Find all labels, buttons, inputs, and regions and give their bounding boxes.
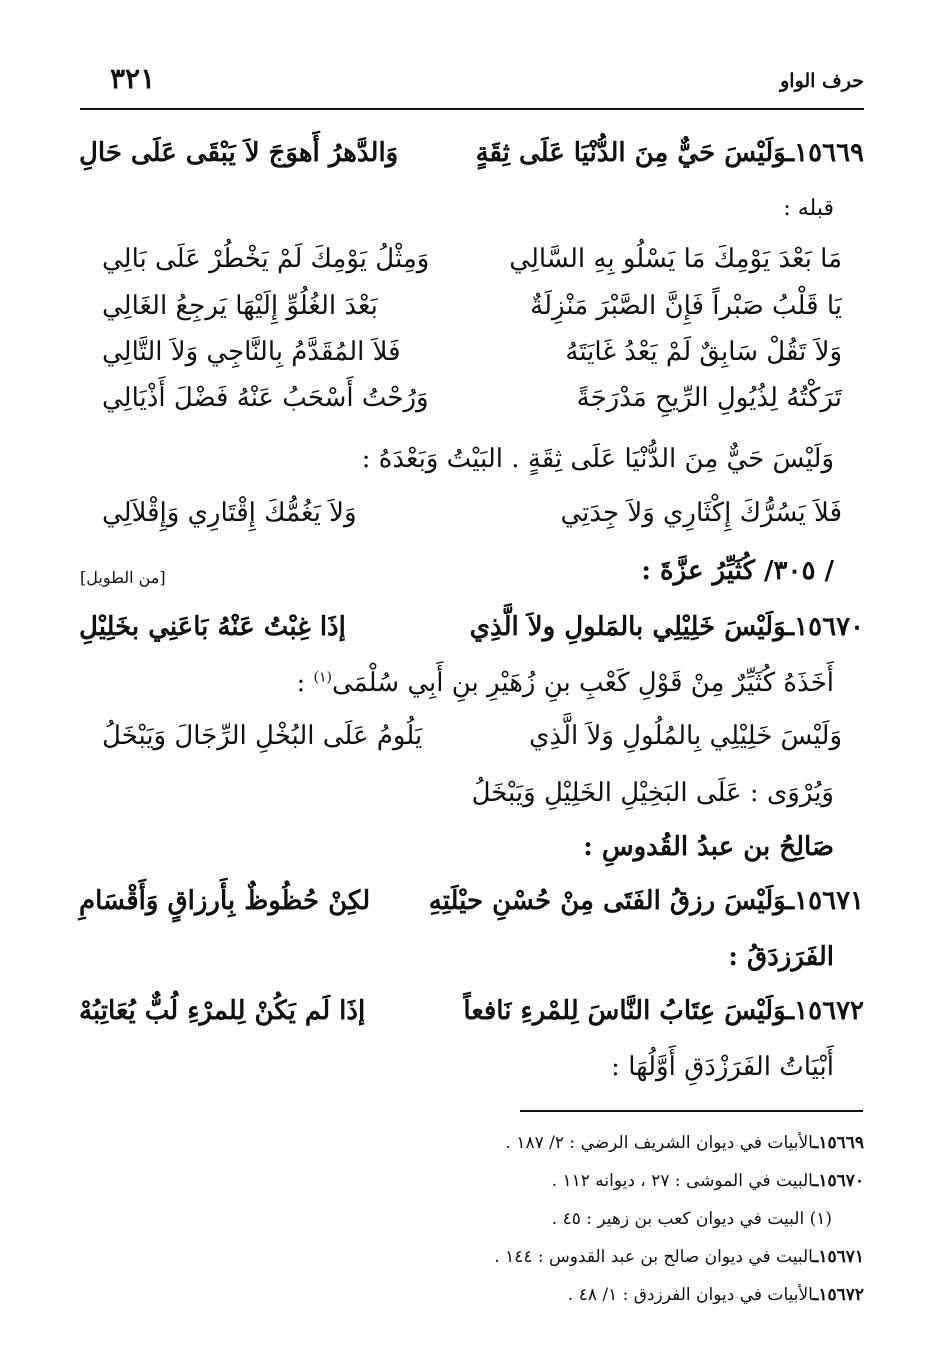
farazdaq-intro: أَبْيَاتُ الفَرَزْدَقِ أَوَّلُهَا : bbox=[611, 1052, 834, 1082]
page-header bbox=[80, 58, 864, 110]
preceding-verse-4: تَرَكْتُهُ لِذُيُولِ الرِّيحِ مَدْرَجَةً وَرُحْتُ أَسْحَبُ عَنْهُ فَضْلَ أَذْيَالِي bbox=[102, 383, 842, 413]
verse-15669 bbox=[79, 138, 864, 178]
footnote-ref: (١) bbox=[313, 669, 332, 686]
preceding-verse-3: وَلاَ تَقُلْ سَابِقٌ لَمْ يَعْدُ غَايَتَهُ فَلاَ المُقَدَّمُ بِالنَّاجِي وَلاَ التَّالِي bbox=[102, 337, 842, 367]
qablahu-label: قبله : bbox=[783, 196, 834, 221]
meter-label: [من الطويل] bbox=[80, 568, 166, 587]
footnote-15670: ١٥٦٧٠ـالبيت في الموشى : ٢٧ ، ديوانه ١١٢ . bbox=[551, 1171, 864, 1191]
verse-15670 bbox=[79, 612, 864, 652]
footnote-15669: ١٥٦٦٩ـالأبيات في ديوان الشريف الرضي : ٢/ ١٨٧ . bbox=[505, 1133, 864, 1153]
poet-heading-kuthayyir: / ٣٠٥/ كُثَيِّرُ عزَّةَ : bbox=[641, 556, 834, 586]
variant-reading: وَيُرْوَى : عَلَى البَخِيْلِ الخَلِيْلِ وَيَبْخَلُ bbox=[471, 778, 834, 808]
entry-number: ١٥٦٧١ـ bbox=[786, 886, 864, 916]
page-number: ٣٢١ bbox=[110, 62, 156, 95]
verse-first-hemistich: ١٥٦٦٩ـوَلَيْسَ حَيٌّ مِنَ الدُّنْيَا عَلَى ثِقَةٍ bbox=[475, 138, 864, 168]
preceding-verse-2: يَا قَلْبُ صَبْراً فَإِنَّ الصَّبْرَ مَنْزِلَةٌ بَعْدَ الغُلُوِّ إِلَيْهَا يَرجِعُ الغَالِي bbox=[102, 291, 842, 321]
attribution-line: أَخَذَهُ كُثَيِّرٌ مِنْ قَوْلِ كَعْبِ بنِ زُهَيْرِ بنِ أَبِي سُلْمَى$^{(١)}$ : bbox=[296, 668, 834, 698]
verse-second-hemistich: وَالدَّهرُ أَهوَجَ لاَ يَبْقَى عَلَى حَالِ bbox=[79, 138, 399, 168]
footnote-15671: ١٥٦٧١ـالبيت في ديوان صالح بن عبد القدوس : ١٤٤ . bbox=[494, 1247, 864, 1267]
verse-second-hemistich: إذَا لَم يَكُنْ لِلمرْءِ لُبٌّ يُعَاتِبُهْ bbox=[79, 996, 366, 1026]
verse-second-hemistich: إذَا غِبْتُ عَنْهُ بَاعَنِي بخَلِيْلِ bbox=[79, 612, 346, 642]
preceding-verse-1: مَا بَعْدَ يَوْمِكَ مَا يَسْلُو بِهِ السَّالِي وَمِثْلُ يَوْمِكَ لَمْ يَخْطُرْ عَلَى بَالِي bbox=[102, 244, 842, 274]
footnote-divider bbox=[520, 1110, 863, 1112]
footnote-1: (١) البيت في ديوان كعب بن زهير : ٤٥ . bbox=[551, 1209, 832, 1229]
following-verse: فَلاَ يَسُرُّكَ إِكْثَارِي وَلاَ جِدَتِي وَلاَ يَغُمُّكَ إِقْتَارِي وَإِقْلاَلِي bbox=[102, 498, 842, 528]
poet-heading-farazdaq: الفَرَزدَقُ : bbox=[728, 942, 834, 972]
chapter-title: حرف الواو bbox=[780, 70, 864, 92]
entry-number: ١٥٦٧٢ـ bbox=[786, 996, 864, 1026]
after-line: وَلَيْسَ حَيٌّ مِنَ الدُّنْيَا عَلَى ثِقَةٍ . البَيْتُ وَبَعْدَهُ : bbox=[361, 444, 834, 474]
header-divider bbox=[80, 108, 864, 110]
verse-15672 bbox=[79, 996, 864, 1036]
verse-15671 bbox=[79, 886, 864, 926]
verse-first-hemistich: ١٥٦٧٠ـوَلَيْسَ خَلِيْلِي بالمَلولِ ولاَ الَّذِي bbox=[469, 612, 864, 642]
kab-verse: وَلَيْسَ خَلِيْلِي بِالمُلُولِ وَلاَ الَّذِي يَلُومُ عَلَى البُخْلِ الرِّجَالَ وَيَبْخَلُ bbox=[102, 721, 842, 751]
verse-first-hemistich: ١٥٦٧٢ـوَلَيْسَ عِتَابُ النَّاسَ لِلمْرءِ نَافعاً bbox=[463, 996, 864, 1026]
footnote-15672: ١٥٦٧٢ـالأبيات في ديوان الفرزدق : ١/ ٤٨ . bbox=[567, 1285, 864, 1305]
poet-heading-salih: صَالِحُ بن عبدُ القُدوسِ : bbox=[583, 832, 834, 862]
entry-number: ١٥٦٦٩ـ bbox=[786, 138, 864, 168]
verse-second-hemistich: لكِنْ حُظُوظٌ بِأَرزاقٍ وَأَقْسَامِ bbox=[79, 886, 371, 916]
verse-first-hemistich: ١٥٦٧١ـوَلَيْسَ رزقُ الفَتَى مِنْ حُسْنِ حيْلَتِهِ bbox=[428, 886, 864, 916]
entry-number: ١٥٦٧٠ـ bbox=[786, 612, 864, 642]
